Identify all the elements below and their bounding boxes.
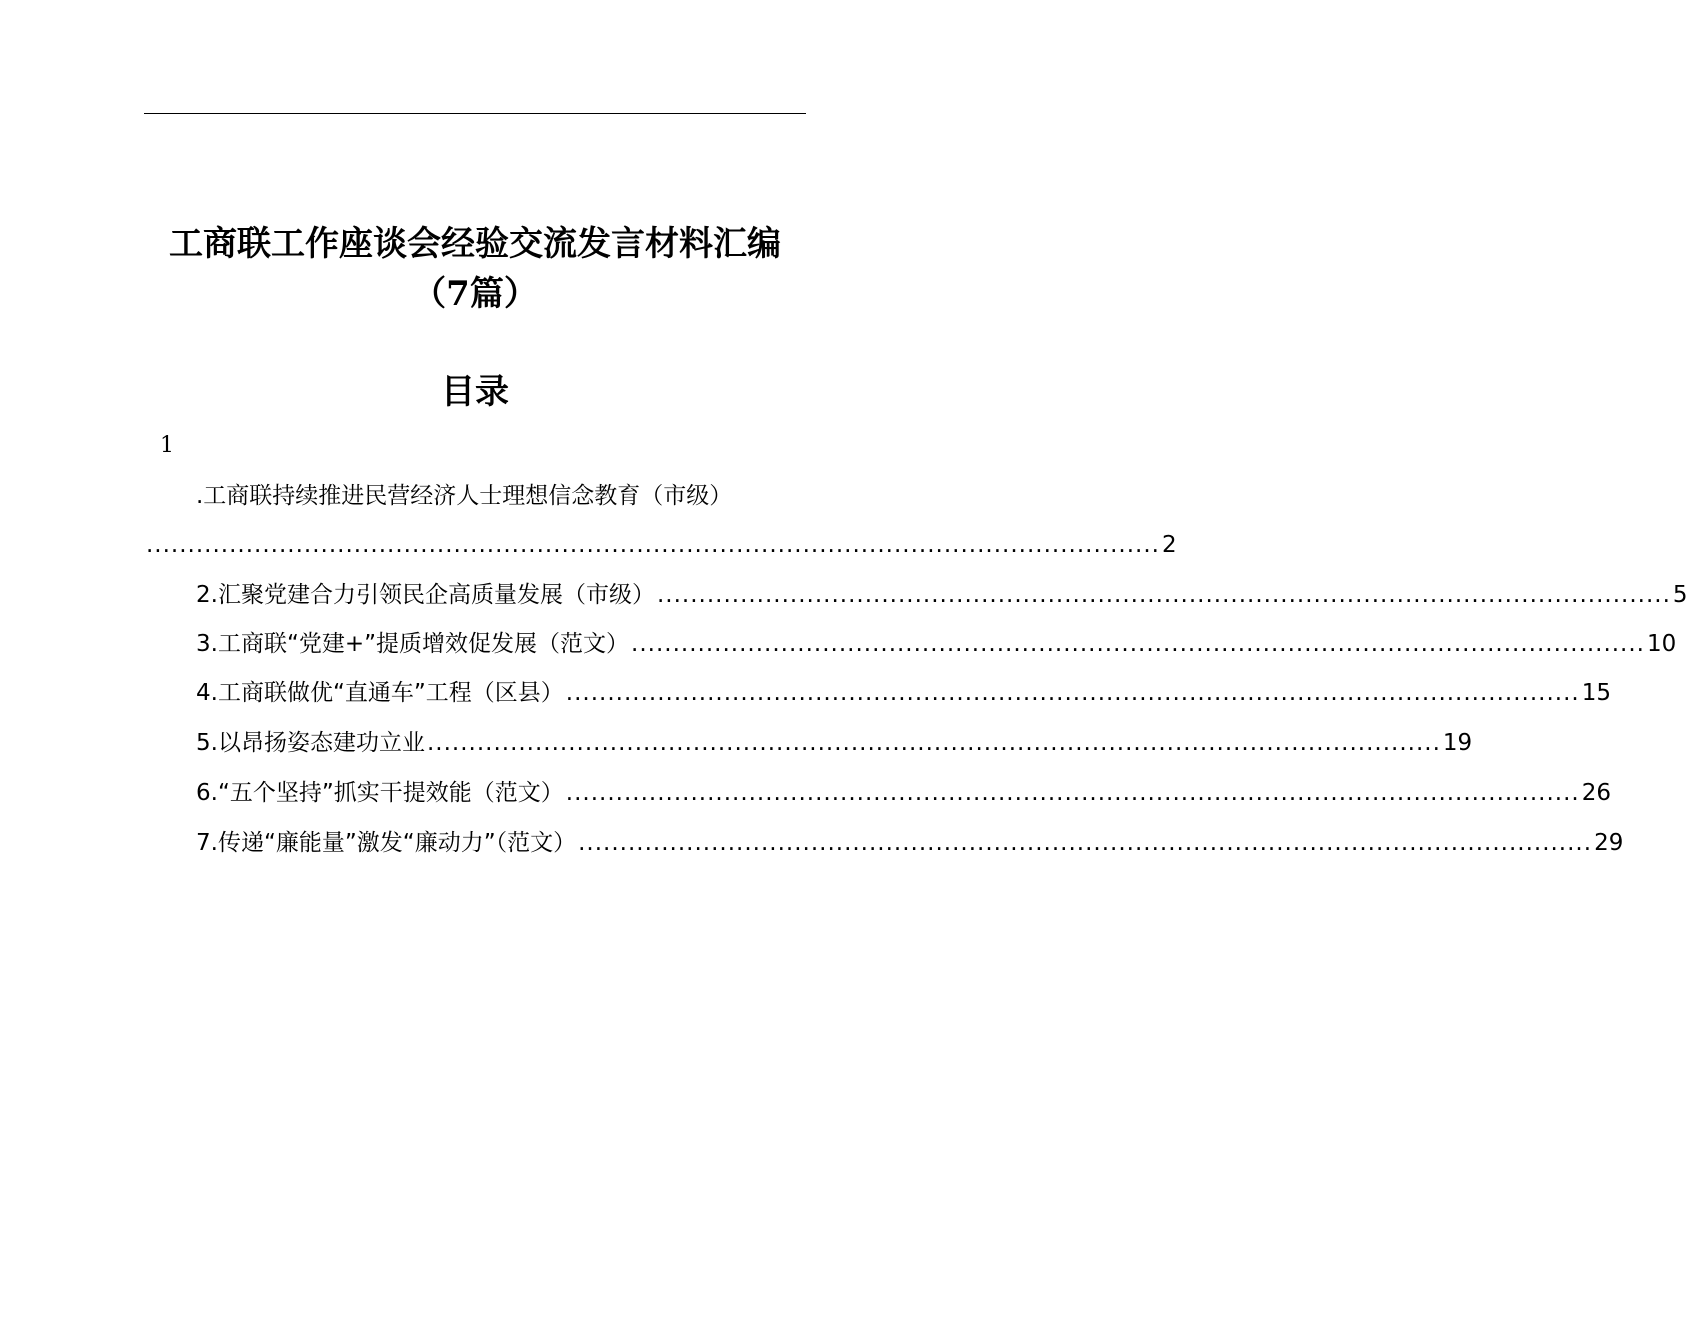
toc-entry-2[interactable] [196,580,1688,610]
toc-page-number: 29 [1594,830,1624,856]
toc-leader-dots: .......................................................................................................................... [656,582,1671,608]
toc-entry-6[interactable] [196,778,1612,808]
document-subtitle: （7篇） [412,274,538,314]
toc-entry-1[interactable] [196,481,806,511]
toc-page-number: 19 [1442,730,1473,756]
toc-entry-text: 3.工商联“党建+”提质增效促发展（范文） [196,631,630,657]
toc-entry-4[interactable] [196,678,1612,708]
toc-entry-text: 6.“五个坚持”抓实干提效能（范文） [196,780,564,806]
header-rule [144,113,806,114]
toc-leader-dots: .......................................................................................................................... [565,780,1580,806]
toc-entry-5[interactable] [196,728,1473,758]
toc-page-number: 26 [1581,780,1612,806]
toc-leader-dots: .......................................................................................................................... [565,680,1580,706]
stray-number: 1 [160,433,174,458]
toc-heading: 目录 [441,372,509,412]
toc-entry-7[interactable] [196,828,1624,858]
toc-page-number: 2 [1161,532,1177,558]
toc-leader-dots: .......................................................................................................................... [146,532,1160,558]
toc-page-number: 5 [1672,582,1688,608]
toc-entry-text: 5.以昂扬姿态建功立业 [196,730,425,756]
toc-entry-1-leader-line[interactable] [144,530,1177,560]
document-title: 工商联工作座谈会经验交流发言材料汇编 [169,224,781,264]
toc-page-number: 10 [1647,631,1677,657]
toc-entry-text: .工商联持续推进民营经济人士理想信念教育（市级） [196,483,733,509]
toc-entry-text: 7.传递“廉能量”激发“廉动力”（范文） [196,830,577,856]
toc-entry-3[interactable] [196,629,1677,659]
toc-page-number: 15 [1581,680,1612,706]
toc-leader-dots: .......................................................................................................................... [426,730,1441,756]
toc-entry-text: 2.汇聚党建合力引领民企高质量发展（市级） [196,582,655,608]
toc-leader-dots: .......................................................................................................................... [578,830,1593,856]
toc-entry-text: 4.工商联做优“直通车”工程（区县） [196,680,564,706]
toc-leader-dots: .......................................................................................................................... [631,631,1645,657]
